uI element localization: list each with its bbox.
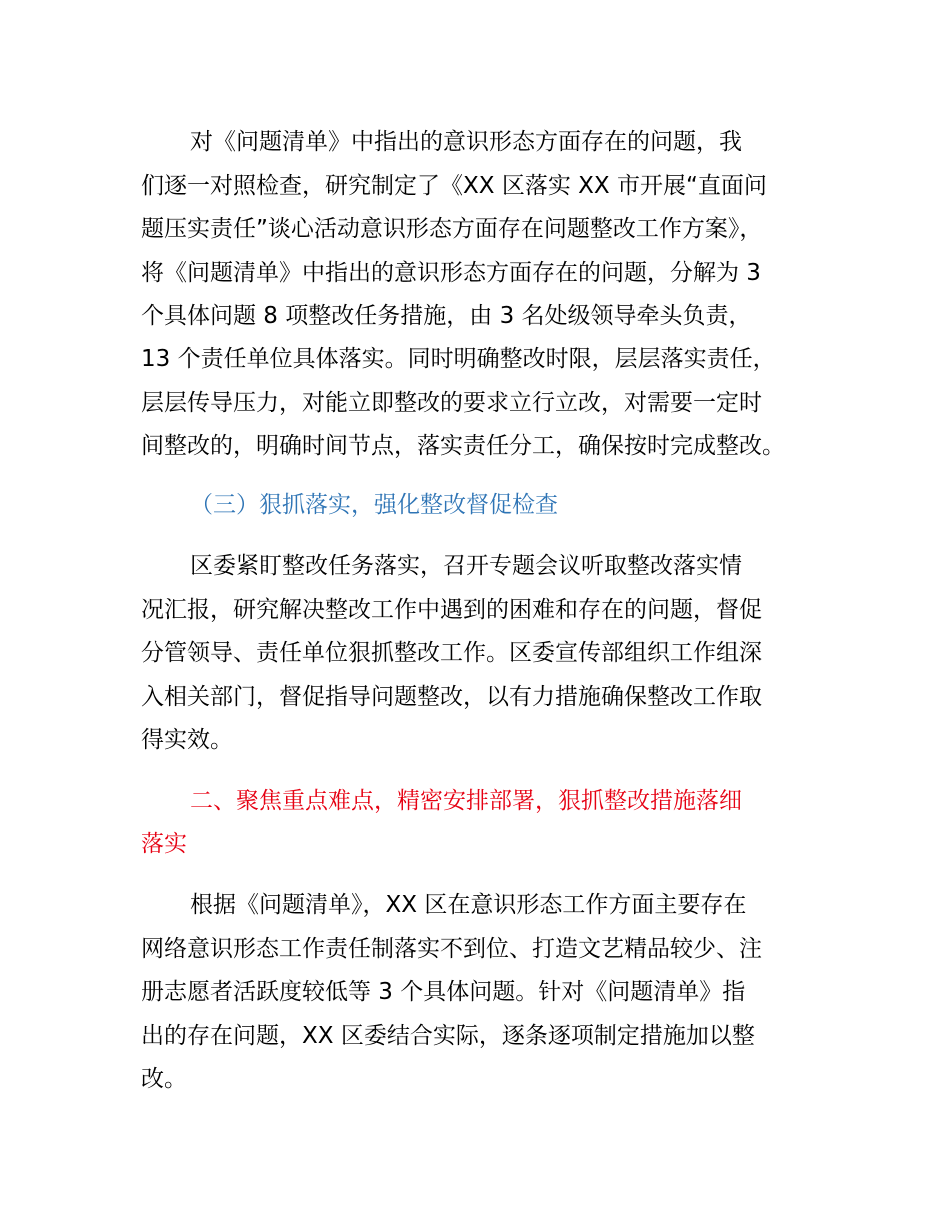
heading-line: 落实 xyxy=(141,831,187,857)
paragraph-line: 入相关部门，督促指导问题整改，以有力措施确保整改工作取 xyxy=(141,684,762,710)
paragraph-line: 题压实责任”谈心活动意识形态方面存在问题整改工作方案》， xyxy=(141,216,763,242)
paragraph-line: 改。 xyxy=(141,1066,187,1092)
paragraph-line: 出的存在问题，XX 区委结合实际，逐条逐项制定措施加以整 xyxy=(141,1023,755,1049)
paragraph-line: 13 个责任单位具体落实。同时明确整改时限，层层落实责任， xyxy=(141,346,776,372)
paragraph-line: 们逐一对照检查，研究制定了《XX 区落实 XX 市开展“直面问 xyxy=(141,173,767,199)
paragraph-line: 区委紧盯整改任务落实，召开专题会议听取整改落实情 xyxy=(190,553,742,579)
paragraph-line: 册志愿者活跃度较低等 3 个具体问题。针对《问题清单》指 xyxy=(141,979,746,1005)
paragraph-line: 得实效。 xyxy=(141,727,233,753)
paragraph-line: 个具体问题 8 项整改任务措施，由 3 名处级领导牵头负责， xyxy=(141,303,752,329)
paragraph-line: 间整改的，明确时间节点，落实责任分工，确保按时完成整改。 xyxy=(141,433,785,459)
paragraph-line: 对《问题清单》中指出的意识形态方面存在的问题，我 xyxy=(190,129,742,155)
section-subheading: （三）狠抓落实，强化整改督促检查 xyxy=(190,492,558,518)
paragraph-line: 网络意识形态工作责任制落实不到位、打造文艺精品较少、注 xyxy=(141,936,762,962)
paragraph-line: 分管领导、责任单位狠抓整改工作。区委宣传部组织工作组深 xyxy=(141,640,762,666)
paragraph-line: 将《问题清单》中指出的意识形态方面存在的问题，分解为 3 xyxy=(141,260,761,286)
heading-line: 二、聚焦重点难点，精密安排部署，狠抓整改措施落细 xyxy=(190,788,742,814)
paragraph-line: 层层传导压力，对能立即整改的要求立行立改，对需要一定时 xyxy=(141,390,762,416)
paragraph-line: 根据《问题清单》，XX 区在意识形态工作方面主要存在 xyxy=(190,892,747,918)
paragraph-line: 况汇报，研究解决整改工作中遇到的困难和存在的问题，督促 xyxy=(141,597,762,623)
